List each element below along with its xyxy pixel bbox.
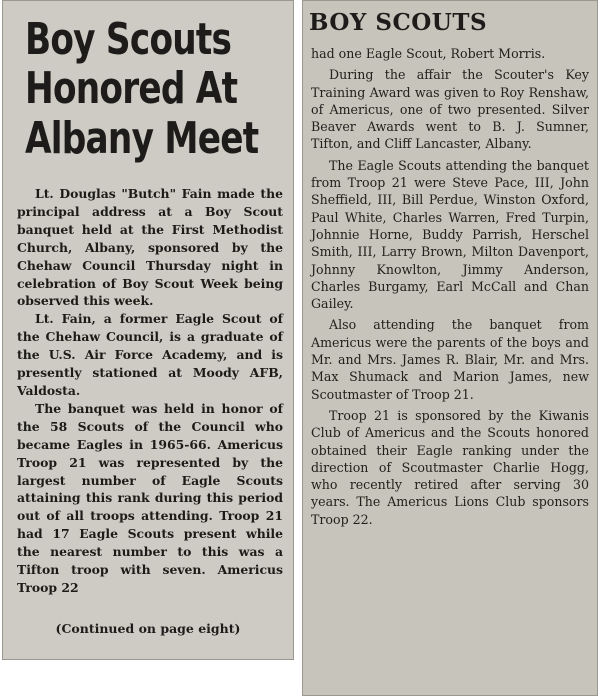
paragraph: had one Eagle Scout, Robert Morris. bbox=[311, 46, 546, 61]
article-body-left bbox=[17, 185, 283, 597]
paragraph: Lt. Douglas "Butch" Fain made the principal address at a Boy Scout banquet held at the First Methodist Church, Albany, sponsored by the Chehaw Council Thursday night in celebration of Boy Scout Week being observed this week. bbox=[17, 186, 283, 309]
paragraph: During the affair the Scouter's Key Training Award was given to Roy Renshaw, of Americus, one of two presented. Silver Beaver Awards went to B. J. Sumner, Tifton, and Cliff Lancaster, Albany. bbox=[311, 67, 589, 152]
paragraph: Lt. Fain, a former Eagle Scout of the Chehaw Council, is a graduate of the U.S. Air Force Academy, and is presently stationed at Moody AFB, Valdosta. bbox=[17, 311, 283, 398]
paragraph: The banquet was held in honor of the 58 Scouts of the Council who became Eagles in 1965-66. Americus Troop 21 was represented by the largest number of Eagle Scouts attaining this rank during this period out of all troops attending. Troop 21 had 17 Eagle Scouts present while the nearest number to this was a Tifton troop with seven. Americus Troop 22 bbox=[17, 400, 283, 595]
left-news-clipping bbox=[2, 0, 294, 660]
headline-line: Boy Scouts bbox=[25, 14, 232, 65]
headline bbox=[25, 14, 259, 164]
paragraph: Troop 21 is sponsored by the Kiwanis Club of Americus and the Scouts honored obtained their Eagle ranking under the direction of Scoutmaster Charlie Hogg, who recently retired after serving 30 years. The Americus Lions Club sponsors Troop 22. bbox=[311, 407, 589, 527]
headline-line: Albany Meet bbox=[25, 112, 259, 164]
paragraph: The Eagle Scouts attending the banquet from Troop 21 were Steve Pace, III, John Sheffield, III, Bill Perdue, Winston Oxford, Paul White, Charles Warren, Fred Turpin, Johnnie Horne, Buddy Parrish, Herschel Smith, III, Larry Brown, Milton Davenport, Johnny Knowlton, Jimmy Anderson, Charles Burgamy, Earl McCall and Chan Gailey. bbox=[311, 157, 589, 312]
continued-note: (Continued on page eight) bbox=[55, 621, 241, 636]
paragraph: Also attending the banquet from Americus were the parents of the boys and Mr. and Mrs. James R. Blair, Mr. and Mrs. Max Shumack and Marion James, new Scoutmaster of Troop 21. bbox=[311, 317, 589, 402]
article-body-right bbox=[311, 45, 589, 528]
headline-line: Honored At bbox=[25, 63, 238, 115]
continuation-title: BOY SCOUTS bbox=[309, 9, 488, 36]
right-news-clipping bbox=[302, 0, 598, 696]
